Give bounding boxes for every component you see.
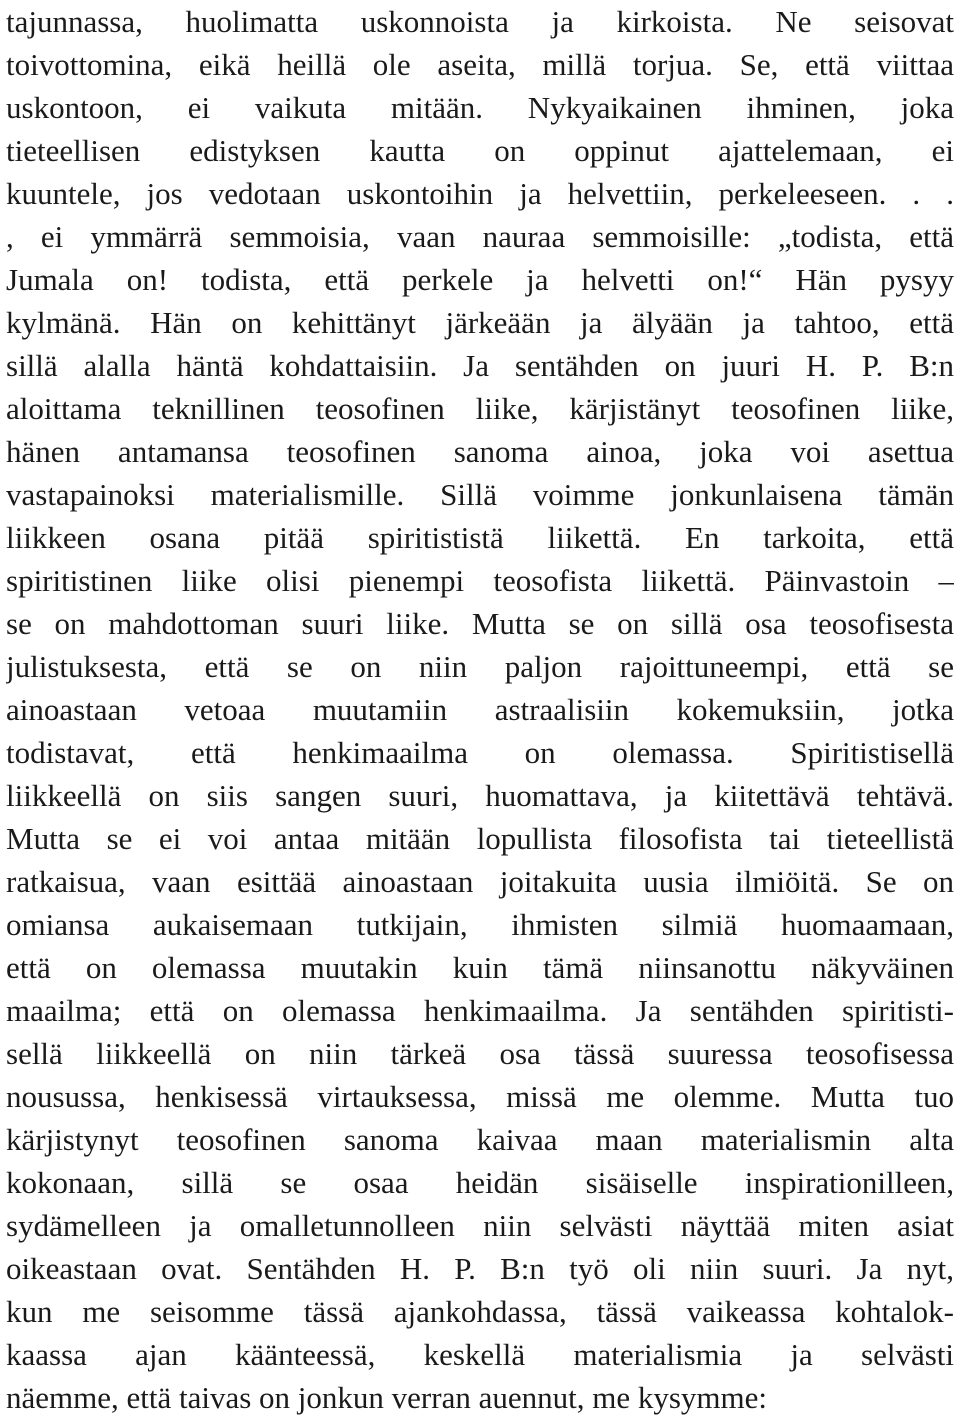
text-line: kun me seisomme tässä ajankohdassa, tässä vaikeassa kohtalok- [6, 1294, 954, 1329]
text-line: kaassa ajan käänteessä, keskellä materialismia ja selvästi [6, 1337, 954, 1372]
text-line: kokonaan, sillä se osaa heidän sisäiselle inspirationilleen, [6, 1165, 954, 1200]
text-line: spiritistinen liike olisi pienempi teosofista liikettä. Päinvastoin – [6, 563, 954, 598]
text-line: sydämelleen ja omalletunnolleen niin selvästi näyttää miten asiat [6, 1208, 954, 1243]
text-line: ratkaisua, vaan esittää ainoastaan joitakuita uusia ilmiöitä. Se on [6, 864, 954, 899]
text-line: uskontoon, ei vaikuta mitään. Nykyaikainen ihminen, joka [6, 90, 954, 125]
text-line: Jumala on! todista, että perkele ja helvetti on!“ Hän pysyy [6, 262, 954, 297]
text-line: todistavat, että henkimaailma on olemassa. Spiritistisellä [6, 735, 954, 770]
text-line: julistuksesta, että se on niin paljon rajoittuneempi, että se [6, 649, 954, 684]
text-line: että on olemassa muutakin kuin tämä niinsanottu näkyväinen [6, 950, 954, 985]
text-line: , ei ymmärrä semmoisia, vaan nauraa semmoisille: „todista, että [6, 219, 954, 254]
text-line: vastapainoksi materialismille. Sillä voimme jonkunlaisena tämän [6, 477, 954, 512]
text-line: kuuntele, jos vedotaan uskontoihin ja helvettiin, perkeleeseen. . . [6, 176, 954, 211]
text-line: nousussa, henkisessä virtauksessa, missä me olemme. Mutta tuo [6, 1079, 954, 1114]
text-line: omiansa aukaisemaan tutkijain, ihmisten silmiä huomaamaan, [6, 907, 954, 942]
text-line: sellä liikkeellä on niin tärkeä osa tässä suuressa teosofisessa [6, 1036, 954, 1071]
text-line: toivottomina, eikä heillä ole aseita, millä torjua. Se, että viittaa [6, 47, 954, 82]
text-line: liikkeellä on siis sangen suuri, huomattava, ja kiitettävä tehtävä. [6, 778, 954, 813]
text-line: kärjistynyt teosofinen sanoma kaivaa maan materialismin alta [6, 1122, 954, 1157]
text-line: liikkeen osana pitää spiritististä liikettä. En tarkoita, että [6, 520, 954, 555]
text-line: tieteellisen edistyksen kautta on oppinut ajattelemaan, ei [6, 133, 954, 168]
text-line: tajunnassa, huolimatta uskonnoista ja kirkoista. Ne seisovat [6, 4, 954, 39]
text-line: aloittama teknillinen teosofinen liike, kärjistänyt teosofinen liike, [6, 391, 954, 426]
text-line: Mutta se ei voi antaa mitään lopullista filosofista tai tieteellistä [6, 821, 954, 856]
text-line: sillä alalla häntä kohdattaisiin. Ja sentähden on juuri H. P. B:n [6, 348, 954, 383]
text-line: oikeastaan ovat. Sentähden H. P. B:n työ oli niin suuri. Ja nyt, [6, 1251, 954, 1286]
text-line: se on mahdottoman suuri liike. Mutta se on sillä osa teosofisesta [6, 606, 954, 641]
text-line: maailma; että on olemassa henkimaailma. Ja sentähden spiritisti- [6, 993, 954, 1028]
text-line: ainoastaan vetoaa muutamiin astraalisiin kokemuksiin, jotka [6, 692, 954, 727]
text-line: näemme, että taivas on jonkun verran auennut, me kysymme: [6, 1380, 767, 1415]
text-line: hänen antamansa teosofinen sanoma ainoa, joka voi asettua [6, 434, 954, 469]
text-line: kylmänä. Hän on kehittänyt järkeään ja älyään ja tahtoo, että [6, 305, 954, 340]
body-text [6, 0, 954, 1419]
